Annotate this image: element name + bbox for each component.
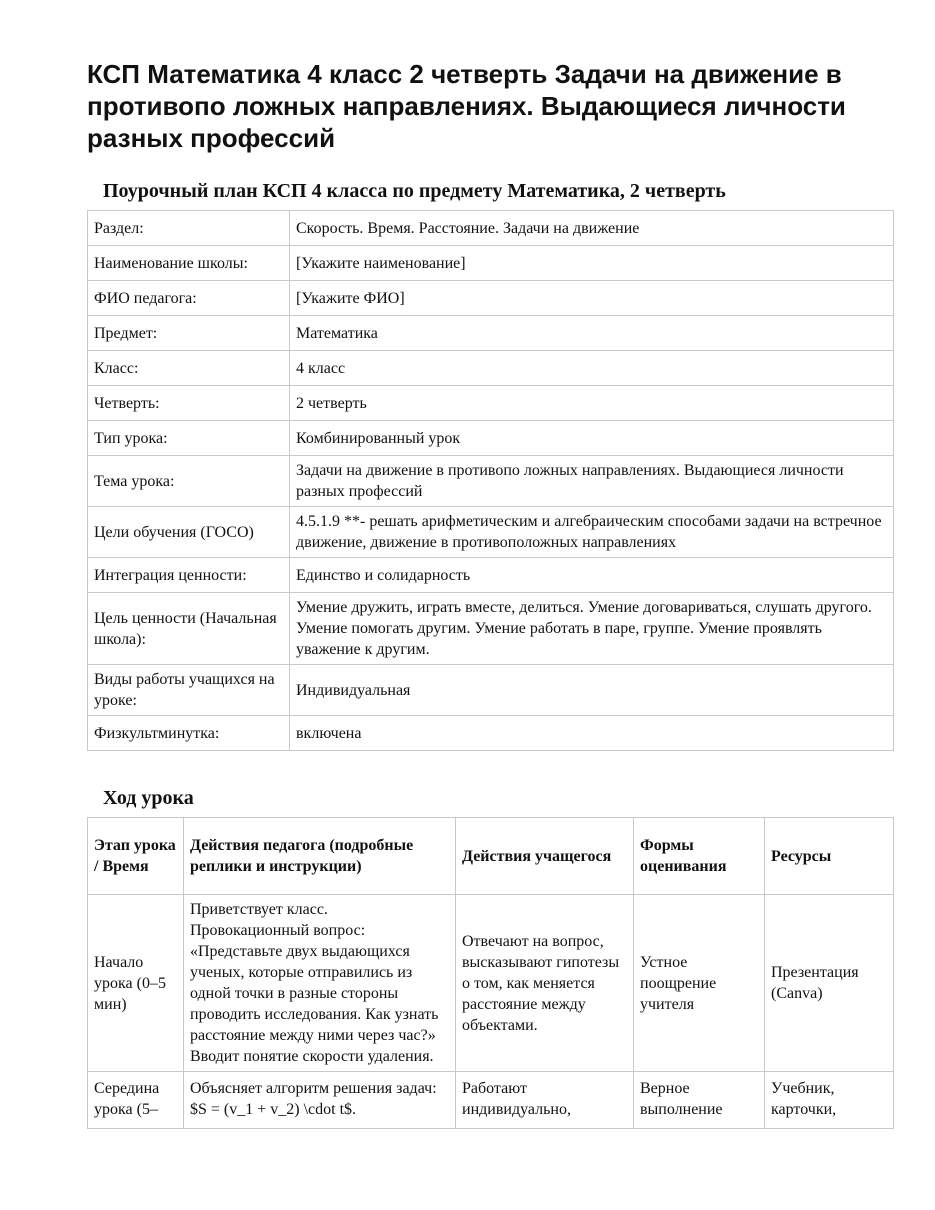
info-key: Физкультминутка: [88, 716, 290, 751]
document-title: КСП Математика 4 класс 2 четверть Задачи на движение в противопо ложных направлениях. Выдающиеся личности разных профессий [87, 59, 846, 153]
lesson-steps-table [87, 817, 894, 1129]
info-row-value-goal [88, 593, 894, 665]
info-key: Раздел: [88, 211, 290, 246]
info-key: ФИО педагога: [88, 281, 290, 316]
stage-cell: Начало урока (0–5 мин) [88, 895, 184, 1072]
info-value: Математика [290, 316, 894, 351]
student-actions-cell [456, 1072, 634, 1129]
info-key: Тема урока: [88, 456, 290, 507]
resources-text: Учебник, карточки, [771, 1080, 837, 1118]
info-key: Цель ценности (Начальная школа): [88, 593, 290, 665]
table-row [88, 1072, 894, 1129]
info-key: Интеграция ценности: [88, 558, 290, 593]
student-actions-cell: Отвечают на вопрос, высказывают гипотезы о том, как меняется расстояние между объектами. [456, 895, 634, 1072]
info-value: 4 класс [290, 351, 894, 386]
info-row-school [88, 246, 894, 281]
student-actions-text: Работают индивидуально, [462, 1080, 571, 1118]
info-value: [Укажите наименование] [290, 246, 894, 281]
teacher-actions-cell: Приветствует класс. Провокационный вопрос: «Представьте двух выдающихся ученых, которые отправились из одной точки в разные стороны проводить исследования. Как узнать расстояние между ними через час?» Вводит понятие скорости удаления. [184, 895, 456, 1072]
info-value: 2 четверть [290, 386, 894, 421]
info-row-grade [88, 351, 894, 386]
stage-cell [88, 1072, 184, 1129]
resources-cell [765, 1072, 894, 1129]
info-key: Класс: [88, 351, 290, 386]
info-row-lesson-type [88, 421, 894, 456]
lesson-info-table [87, 210, 894, 751]
info-row-teacher [88, 281, 894, 316]
info-value: Комбинированный урок [290, 421, 894, 456]
header-stage: Этап урока / Время [88, 818, 184, 895]
info-row-value-integration [88, 558, 894, 593]
info-value: 4.5.1.9 **- решать арифметическим и алгебраическим способами задачи на встречное движение, движение в противоположных направлениях [290, 507, 894, 558]
assessment-cell [634, 1072, 765, 1129]
info-row-subject [88, 316, 894, 351]
info-row-work-types [88, 665, 894, 716]
info-key: Виды работы учащихся на уроке: [88, 665, 290, 716]
info-value: Умение дружить, играть вместе, делиться. Умение договариваться, слушать другого. Умение помогать другим. Умение работать в паре, группе. Умение проявлять уважение к другим. [290, 593, 894, 665]
teacher-actions-text: Объясняет алгоритм решения задач: $S = (v_1 + v_2) \cdot t$. [190, 1080, 437, 1118]
info-row-topic [88, 456, 894, 507]
info-row-goals [88, 507, 894, 558]
info-value: включена [290, 716, 894, 751]
info-value: Скорость. Время. Расстояние. Задачи на движение [290, 211, 894, 246]
stage-text: Середина урока (5– [94, 1080, 160, 1118]
teacher-actions-cell [184, 1072, 456, 1129]
info-value: Индивидуальная [290, 665, 894, 716]
info-row-section [88, 211, 894, 246]
plan-heading: Поурочный план КСП 4 класса по предмету Математика, 2 четверть [103, 180, 726, 202]
info-row-quarter [88, 386, 894, 421]
header-resources: Ресурсы [765, 818, 894, 895]
info-key: Цели обучения (ГОСО) [88, 507, 290, 558]
info-key: Четверть: [88, 386, 290, 421]
header-teacher-actions: Действия педагога (подробные реплики и инструкции) [184, 818, 456, 895]
info-value: Единство и солидарность [290, 558, 894, 593]
info-value: [Укажите ФИО] [290, 281, 894, 316]
header-student-actions: Действия учащегося [456, 818, 634, 895]
table-row [88, 895, 894, 1072]
info-key: Наименование школы: [88, 246, 290, 281]
info-key: Предмет: [88, 316, 290, 351]
steps-header-row [88, 818, 894, 895]
assessment-text: Верное выполнение [640, 1080, 723, 1118]
lesson-flow-heading: Ход урока [103, 787, 194, 809]
resources-cell: Презентация (Canva) [765, 895, 894, 1072]
header-assessment: Формы оценивания [634, 818, 765, 895]
info-row-physical-break [88, 716, 894, 751]
info-value: Задачи на движение в противопо ложных направлениях. Выдающиеся личности разных профессий [290, 456, 894, 507]
info-key: Тип урока: [88, 421, 290, 456]
assessment-cell: Устное поощрение учителя [634, 895, 765, 1072]
